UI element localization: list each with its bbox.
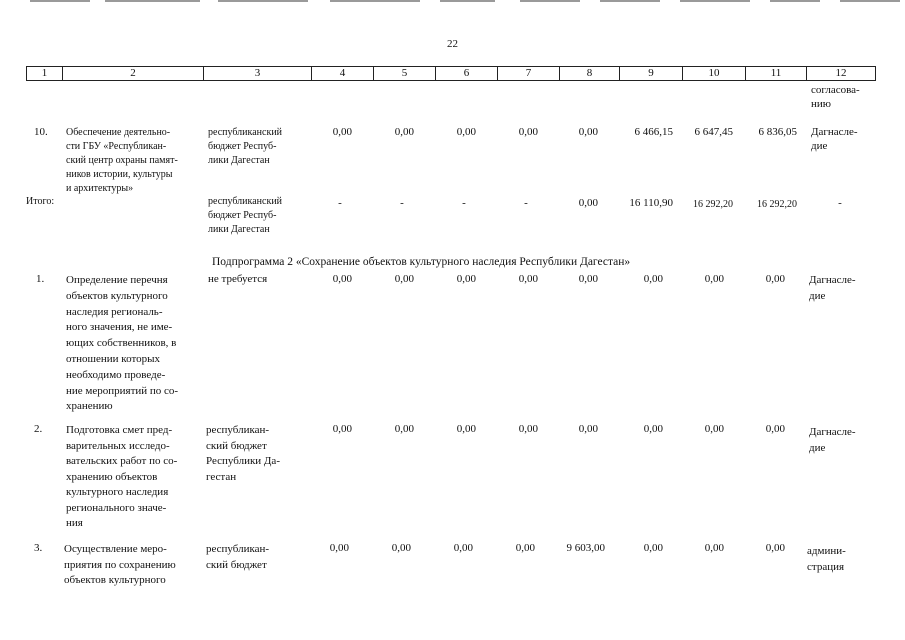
total-executor: - bbox=[838, 197, 842, 209]
header-col-3: 3 bbox=[204, 67, 312, 80]
value-col-7: 0,00 bbox=[518, 273, 538, 285]
total-source-line: республиканский bbox=[208, 196, 283, 207]
total-label: Итого: bbox=[26, 196, 55, 207]
row-name-line: варительных исследо- bbox=[66, 439, 170, 452]
header-col-11: 11 bbox=[746, 67, 807, 80]
row-executor-line: дие bbox=[809, 289, 826, 302]
row-executor-line: дие bbox=[809, 441, 826, 454]
value-col-6: 0,00 bbox=[453, 542, 473, 554]
value-col-7: 0,00 bbox=[518, 126, 538, 138]
row-name-line: Определение перечня bbox=[66, 274, 168, 286]
value-col-6: 0,00 bbox=[456, 423, 476, 435]
page-number: 22 bbox=[447, 38, 458, 50]
row-name-line: приятия по сохранению bbox=[64, 558, 176, 571]
value-col-9: 0,00 bbox=[643, 423, 663, 435]
row-name-line: наследия региональ- bbox=[66, 305, 163, 318]
header-col-1: 1 bbox=[27, 67, 63, 80]
table-header-row bbox=[26, 66, 876, 81]
row-name-line: ский центр охраны памят- bbox=[66, 155, 178, 166]
row-name-line: хранению объектов bbox=[66, 470, 158, 483]
value-col-7: 0,00 bbox=[518, 423, 538, 435]
value-col-9: 0,00 bbox=[643, 542, 663, 554]
value-col-11: 0,00 bbox=[765, 423, 785, 435]
header-col-8: 8 bbox=[560, 67, 620, 80]
value-col-8: 0,00 bbox=[578, 273, 598, 285]
value-col-9: 0,00 bbox=[643, 273, 663, 285]
header-col-10: 10 bbox=[683, 67, 746, 80]
row-executor-line: страция bbox=[807, 560, 845, 573]
row-number: 3. bbox=[34, 542, 43, 554]
row-name-line: регионального значе- bbox=[66, 501, 167, 514]
row-name-line: сти ГБУ «Республикан- bbox=[66, 141, 167, 152]
header-col-6: 6 bbox=[436, 67, 498, 80]
value-col-10: 0,00 bbox=[704, 273, 724, 285]
row-source: не требуется bbox=[208, 273, 268, 285]
header-col-7: 7 bbox=[498, 67, 560, 80]
row-name bbox=[66, 423, 196, 532]
row-executor-line: Дагнасле- bbox=[809, 426, 856, 438]
value-col-5: 0,00 bbox=[394, 423, 414, 435]
row-source-line: лики Дагестан bbox=[208, 155, 270, 166]
row-number: 2. bbox=[34, 423, 43, 435]
value-col-10: 6 647,45 bbox=[694, 126, 733, 138]
value-col-4: 0,00 bbox=[332, 273, 352, 285]
value-col-10: 0,00 bbox=[704, 423, 724, 435]
carry-over-line: нию bbox=[811, 97, 831, 110]
row-name bbox=[66, 126, 196, 196]
row-name bbox=[66, 273, 196, 415]
row-source-line: республикан- bbox=[206, 543, 270, 555]
value-col-5: 0,00 bbox=[394, 273, 414, 285]
value-col-4: - bbox=[338, 197, 342, 209]
row-source-line: республикан- bbox=[206, 424, 270, 436]
row-name-line: ния bbox=[66, 517, 83, 529]
header-col-2: 2 bbox=[63, 67, 204, 80]
row-source-line: ский бюджет bbox=[206, 558, 267, 571]
row-name-line: культурного наследия bbox=[66, 486, 169, 498]
value-col-5: 0,00 bbox=[394, 126, 414, 138]
value-col-11: 16 292,20 bbox=[757, 199, 797, 210]
row-executor-line: дие bbox=[811, 139, 828, 152]
row-number: 1. bbox=[36, 273, 45, 285]
row-executor bbox=[811, 126, 858, 153]
row-name-line: ников истории, культуры bbox=[66, 169, 173, 180]
value-col-9: 6 466,15 bbox=[634, 126, 673, 138]
value-col-11: 0,00 bbox=[765, 542, 785, 554]
value-col-10: 0,00 bbox=[704, 542, 724, 554]
value-col-8: 0,00 bbox=[578, 423, 598, 435]
total-source-line: бюджет Респуб- bbox=[208, 210, 277, 221]
total-source bbox=[208, 195, 302, 237]
row-name-line: необходимо проведе- bbox=[66, 368, 166, 381]
total-source-line: лики Дагестан bbox=[208, 224, 270, 235]
value-col-6: - bbox=[462, 197, 466, 209]
row-name-line: вательских работ по со- bbox=[66, 455, 178, 467]
row-name-line: объектов культурного bbox=[66, 289, 168, 302]
value-col-4: 0,00 bbox=[332, 126, 352, 138]
value-col-8: 0,00 bbox=[578, 126, 598, 138]
row-name-line: Осуществление меро- bbox=[64, 543, 167, 555]
row-name-line: объектов культурного bbox=[64, 574, 166, 586]
row-name-line: и архитектуры» bbox=[66, 183, 134, 194]
header-col-9: 9 bbox=[620, 67, 683, 80]
row-source-line: ский бюджет bbox=[206, 439, 267, 452]
row-name-line: Обеспечение деятельно- bbox=[66, 127, 171, 138]
header-col-4: 4 bbox=[312, 67, 374, 80]
row-source-line: республиканский bbox=[208, 127, 283, 138]
value-col-5: - bbox=[400, 197, 404, 209]
row-name bbox=[64, 542, 196, 589]
value-col-11: 6 836,05 bbox=[758, 126, 797, 138]
row-source bbox=[208, 126, 302, 168]
row-source bbox=[206, 542, 302, 573]
carry-over-text bbox=[811, 84, 860, 111]
row-source-line: гестан bbox=[206, 470, 237, 483]
row-source-line: бюджет Респуб- bbox=[208, 141, 277, 152]
row-executor bbox=[809, 273, 856, 305]
value-col-4: 0,00 bbox=[329, 542, 349, 554]
row-name-line: ного значения, не име- bbox=[66, 321, 173, 334]
value-col-4: 0,00 bbox=[332, 423, 352, 435]
row-number: 10. bbox=[34, 126, 48, 138]
value-col-10: 16 292,20 bbox=[693, 199, 733, 210]
row-name-line: ние мероприятий по со- bbox=[66, 384, 179, 397]
row-name-line: ющих собственников, в bbox=[66, 337, 177, 350]
value-col-8: 9 603,00 bbox=[566, 542, 605, 554]
value-col-8: 0,00 bbox=[578, 197, 598, 209]
row-name-line: отношении которых bbox=[66, 352, 161, 365]
row-executor-line: Дагнасле- bbox=[811, 126, 858, 138]
carry-over-line: согласова- bbox=[811, 84, 860, 96]
value-col-7: - bbox=[524, 197, 528, 209]
header-col-12: 12 bbox=[835, 67, 847, 79]
value-col-9: 16 110,90 bbox=[629, 197, 673, 209]
row-source bbox=[206, 423, 302, 485]
row-executor-line: админи- bbox=[807, 545, 846, 557]
subprogram-title: Подпрограмма 2 «Сохранение объектов культурного наследия Республики Дагестан» bbox=[212, 256, 631, 268]
row-source-line: Республики Да- bbox=[206, 455, 280, 467]
row-executor-line: Дагнасле- bbox=[809, 274, 856, 286]
row-executor bbox=[807, 544, 846, 575]
value-col-11: 0,00 bbox=[765, 273, 785, 285]
value-col-5: 0,00 bbox=[391, 542, 411, 554]
value-col-6: 0,00 bbox=[456, 126, 476, 138]
scan-top-edge bbox=[0, 0, 905, 2]
header-col-5: 5 bbox=[374, 67, 436, 80]
value-col-6: 0,00 bbox=[456, 273, 476, 285]
row-executor bbox=[809, 425, 856, 456]
row-name-line: Подготовка смет пред- bbox=[66, 424, 173, 436]
value-col-7: 0,00 bbox=[515, 542, 535, 554]
row-name-line: хранению bbox=[66, 400, 113, 413]
